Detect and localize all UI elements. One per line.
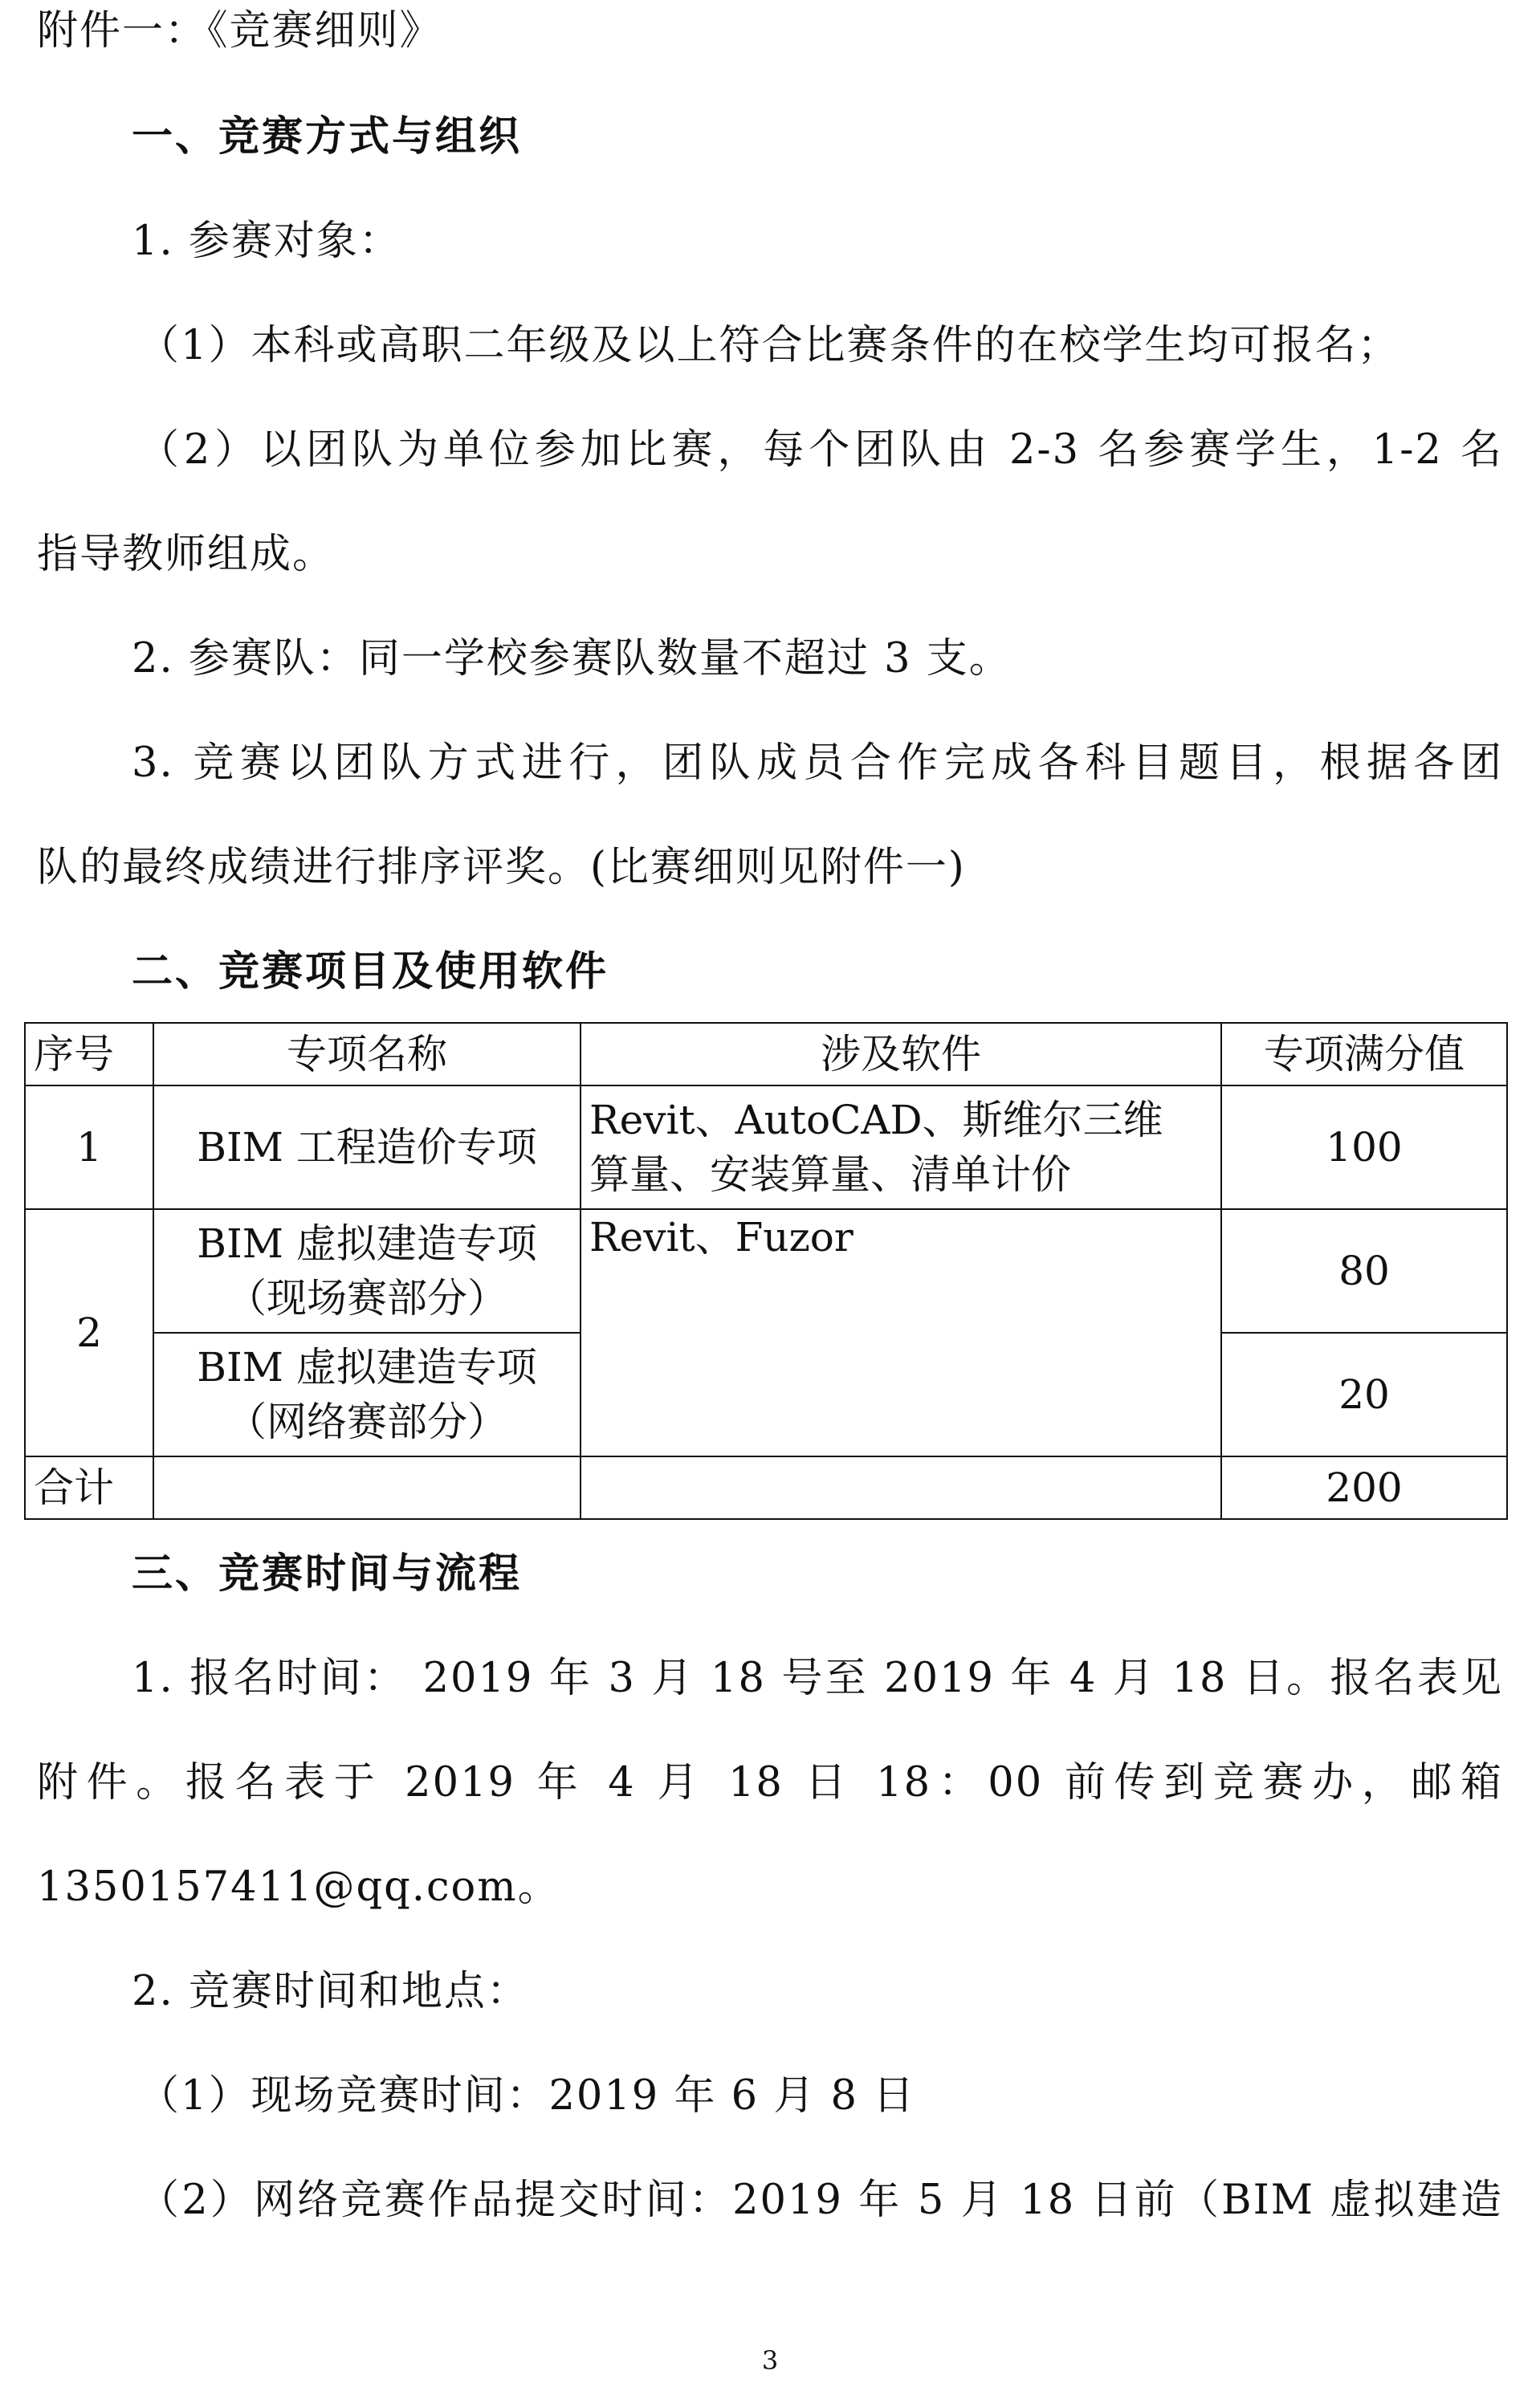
registration-time-line-1: 1. 报名时间： 2019 年 3 月 18 号至 2019 年 4 月 18 日。报名表见 bbox=[132, 1655, 1503, 1702]
table-cell-empty bbox=[153, 1456, 581, 1519]
participants-item: 1. 参赛对象： bbox=[132, 218, 401, 265]
table-cell-score: 20 bbox=[1221, 1333, 1507, 1456]
table-cell-software bbox=[581, 1085, 1221, 1209]
registration-time-line-2: 附件。报名表于 2019 年 4 月 18 日 18：00 前传到竞赛办，邮箱 bbox=[37, 1759, 1503, 1806]
attachment-title: 附件一：《竞赛细则》 bbox=[37, 7, 442, 55]
table-cell-project-name bbox=[153, 1333, 581, 1456]
project-name-line-2: （网络赛部分） bbox=[226, 1399, 507, 1445]
table-cell-number: 1 bbox=[25, 1085, 153, 1209]
table-cell-score: 100 bbox=[1221, 1085, 1507, 1209]
software-line-2: 算量、安装算量、清单计价 bbox=[589, 1151, 1071, 1198]
table-cell-project-name: BIM 工程造价专项 bbox=[153, 1085, 581, 1209]
ranking-item-line-1: 3. 竞赛以团队方式进行，团队成员合作完成各科目题目，根据各团 bbox=[132, 739, 1503, 787]
table-row-cost-project bbox=[25, 1085, 1507, 1209]
project-name-line-2: （现场赛部分） bbox=[226, 1275, 507, 1322]
section-heading-competition-organization: 一、竞赛方式与组织 bbox=[132, 113, 523, 161]
team-limit-item: 2. 参赛队：同一学校参赛队数量不超过 3 支。 bbox=[132, 635, 1012, 682]
project-name-line-1: BIM 虚拟建造专项 bbox=[197, 1220, 537, 1267]
section-heading-projects-software: 二、竞赛项目及使用软件 bbox=[132, 948, 609, 996]
onsite-competition-time: （1）现场竞赛时间：2019 年 6 月 8 日 bbox=[138, 2072, 916, 2120]
table-cell-total-score: 200 bbox=[1221, 1456, 1507, 1519]
table-header-row bbox=[25, 1023, 1507, 1085]
participants-sub-item-2-line-1: （2）以团队为单位参加比赛，每个团队由 2-3 名参赛学生，1-2 名 bbox=[138, 426, 1503, 474]
table-row-virtual-construction-onsite bbox=[25, 1209, 1507, 1333]
table-cell-number: 2 bbox=[25, 1209, 153, 1456]
table-row-total bbox=[25, 1456, 1507, 1519]
table-cell-total-label: 合计 bbox=[25, 1456, 153, 1519]
competition-time-location-item: 2. 竞赛时间和地点： bbox=[132, 1968, 529, 2015]
software-line-1: Revit、AutoCAD、斯维尔三维 bbox=[589, 1097, 1163, 1143]
section-heading-time-process: 三、竞赛时间与流程 bbox=[132, 1550, 523, 1598]
table-header-software: 涉及软件 bbox=[581, 1023, 1221, 1085]
table-cell-software: Revit、Fuzor bbox=[581, 1209, 1221, 1456]
competition-projects-table bbox=[24, 1022, 1508, 1520]
table-header-project-name: 专项名称 bbox=[153, 1023, 581, 1085]
registration-email: 1350157411@qq.com。 bbox=[37, 1863, 560, 1911]
participants-sub-item-2-line-2: 指导教师组成。 bbox=[37, 531, 336, 578]
participants-sub-item-1: （1）本科或高职二年级及以上符合比赛条件的在校学生均可报名； bbox=[138, 322, 1400, 369]
table-cell-project-name bbox=[153, 1209, 581, 1333]
ranking-item-line-2: 队的最终成绩进行排序评奖。(比赛细则见附件一) bbox=[37, 844, 966, 891]
online-submission-time: （2）网络竞赛作品提交时间：2019 年 5 月 18 日前（BIM 虚拟建造 bbox=[138, 2177, 1503, 2224]
table-header-full-score: 专项满分值 bbox=[1221, 1023, 1507, 1085]
page-number: 3 bbox=[761, 2345, 779, 2376]
table-cell-score: 80 bbox=[1221, 1209, 1507, 1333]
table-cell-empty bbox=[581, 1456, 1221, 1519]
table-header-number: 序号 bbox=[25, 1023, 153, 1085]
project-name-line-1: BIM 虚拟建造专项 bbox=[197, 1344, 537, 1391]
